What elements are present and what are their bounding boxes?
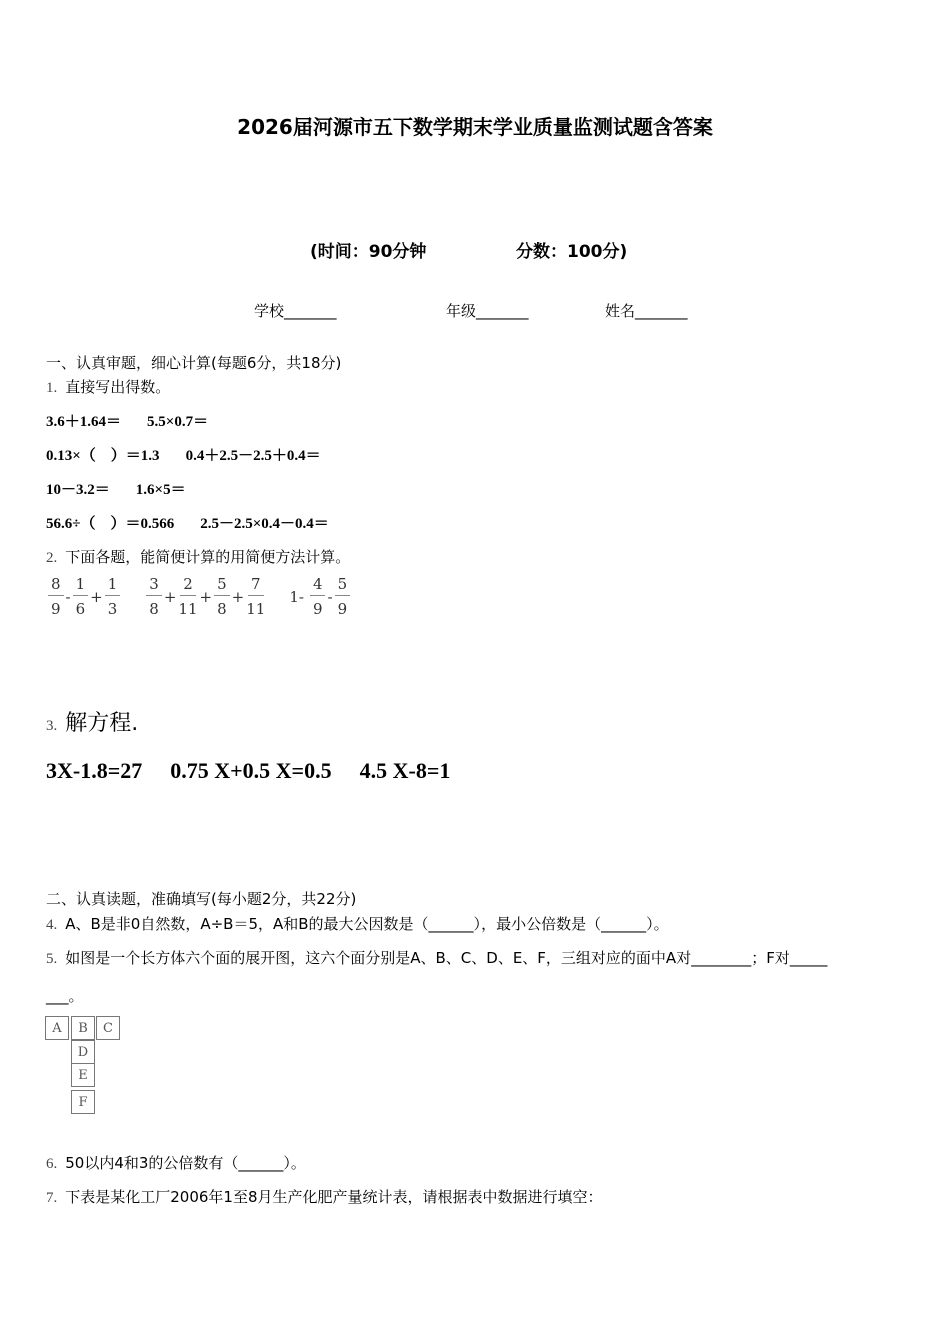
calc-row-2 — [46, 444, 347, 465]
question-number: 2. — [46, 550, 58, 566]
question-number: 5. — [46, 951, 58, 967]
question-number: 6. — [46, 1156, 58, 1172]
question-text: 下表是某化工厂2006年1至8月生产化肥产量统计表，请根据表中数据进行填空： — [65, 1188, 603, 1206]
calc-item: 56.6÷（ ）＝0.566 — [46, 516, 175, 532]
fraction: $\frac{7}{11}$ — [246, 575, 266, 618]
calc-item: 0.4＋2.5－2.5＋0.4＝ — [185, 448, 321, 464]
fraction: $\frac{3}{8}$ — [146, 576, 162, 617]
calc-item: 10－3.2＝ — [46, 482, 110, 498]
question-1 — [46, 376, 170, 397]
equation: 3X-1.8=27 — [46, 758, 143, 783]
question-5-continuation: ___。 — [46, 987, 84, 1005]
question-2 — [46, 546, 350, 567]
question-text: 直接写出得数。 — [65, 378, 171, 396]
question-4 — [46, 913, 669, 934]
net-face-b: B — [71, 1016, 95, 1040]
question-text: 如图是一个长方体六个面的展开图，这六个面分别是A、B、C、D、E、F，三组对应的面中A对________；F对_____ — [65, 949, 828, 967]
fraction-expression-2: $\frac{3}{8}$ + $\frac{2}{11}$ + $\frac{5}{8}$ + $\frac{7}{11}$ — [144, 576, 267, 617]
calc-row-1 — [46, 410, 234, 431]
fraction: $\frac{1}{6}$ — [73, 576, 89, 617]
calc-item: 1.6×5＝ — [135, 482, 186, 498]
question-text: 下面各题，能简便计算的用简便方法计算。 — [65, 548, 351, 566]
calc-item: 3.6＋1.64＝ — [46, 414, 122, 430]
question-6 — [46, 1152, 306, 1173]
equation: 0.75 X+0.5 X=0.5 — [170, 758, 332, 783]
fraction-expressions — [46, 576, 374, 617]
question-text: A、B是非0自然数，A÷B＝5，A和B的最大公因数是（______），最小公倍数是（______）。 — [65, 915, 669, 933]
question-number: 3. — [46, 718, 58, 734]
fraction: $\frac{5}{8}$ — [214, 576, 230, 617]
net-face-f: F — [71, 1090, 95, 1114]
net-face-c: C — [96, 1016, 120, 1040]
question-text: 解方程. — [65, 711, 139, 736]
fraction-expression-3: 1- $\frac{4}{9}$ - $\frac{5}{9}$ — [289, 576, 352, 617]
fraction: $\frac{5}{9}$ — [335, 576, 351, 617]
fraction: $\frac{4}{9}$ — [310, 576, 326, 617]
fraction-expression-1: $\frac{8}{9}$ - $\frac{1}{6}$ + $\frac{1}{3}$ — [46, 576, 122, 617]
name-field: 姓名_______ — [605, 302, 688, 320]
question-number: 4. — [46, 917, 58, 933]
fraction: $\frac{8}{9}$ — [48, 576, 64, 617]
net-face-e: E — [71, 1063, 95, 1087]
question-7 — [46, 1186, 603, 1207]
document-title: 2026届河源市五下数学期末学业质量监测试题含答案 — [237, 115, 713, 139]
equation: 4.5 X-8=1 — [359, 758, 451, 783]
question-3 — [46, 706, 138, 737]
net-face-a: A — [45, 1016, 69, 1040]
fraction: $\frac{1}{3}$ — [105, 576, 121, 617]
calc-row-4 — [46, 512, 355, 533]
section2-heading: 二、认真读题，准确填写(每小题2分，共22分) — [46, 890, 357, 908]
fraction: $\frac{2}{11}$ — [178, 575, 198, 618]
score-label: 分数：100分) — [516, 242, 628, 262]
calc-item: 5.5×0.7＝ — [147, 414, 209, 430]
grade-field: 年级_______ — [446, 302, 529, 320]
question-text: 50以内4和3的公倍数有（______）。 — [65, 1154, 306, 1172]
cuboid-net-diagram — [45, 1016, 121, 1116]
calc-item: 2.5－2.5×0.4－0.4＝ — [200, 516, 329, 532]
school-field: 学校_______ — [254, 302, 337, 320]
question-number: 1. — [46, 380, 58, 396]
calc-item: 0.13×（ ）＝1.3 — [46, 448, 160, 464]
calc-row-3 — [46, 478, 212, 499]
time-label: (时间：90分钟 — [310, 242, 427, 262]
question-5 — [46, 947, 827, 968]
section1-heading: 一、认真审题，细心计算(每题6分，共18分) — [46, 354, 342, 372]
question-number: 7. — [46, 1190, 58, 1206]
equations — [46, 758, 478, 784]
net-face-d: D — [71, 1040, 95, 1064]
